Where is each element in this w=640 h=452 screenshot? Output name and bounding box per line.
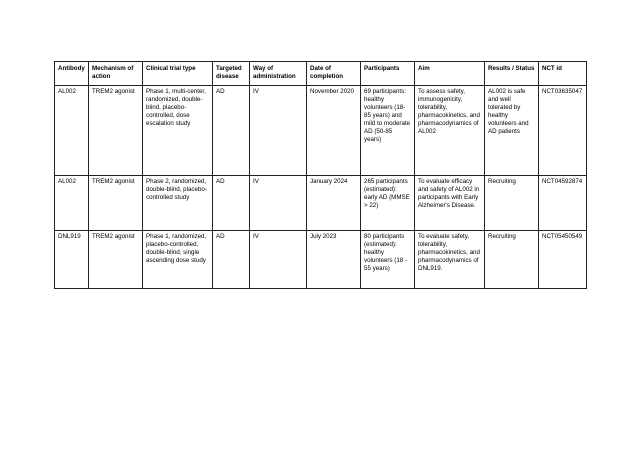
clinical-trials-table	[54, 61, 587, 289]
cell-disease: AD	[213, 86, 250, 176]
cell-trial-type: Phase 1, randomized, placebo-controlled, double-blind, single ascending dose study	[143, 231, 213, 289]
cell-mechanism: TREM2 agonist	[89, 86, 143, 176]
cell-aim: To assess safety, immunogenicity, tolerability, pharmacokinetics, and pharmacodynamics of AL002	[415, 86, 485, 176]
cell-participants: 80 participants (estimated): healthy volunteers (18 - 55 years)	[361, 231, 415, 289]
column-header-nct: NCT id	[539, 62, 587, 86]
cell-participants: 265 participants (estimated): early AD (MMSE > 22)	[361, 176, 415, 231]
column-header-mechanism: Mechanism of action	[89, 62, 143, 86]
cell-completion: January 2024	[307, 176, 361, 231]
cell-status: Recruiting	[485, 176, 539, 231]
cell-antibody: AL002	[55, 86, 89, 176]
cell-nct: NCT03635047	[539, 86, 587, 176]
column-header-trial-type: Clinical trial type	[143, 62, 213, 86]
cell-administration: IV	[250, 86, 307, 176]
cell-aim: To evaluate safety, tolerability, pharmacokinetics, and pharmacodynamics of DNL919.	[415, 231, 485, 289]
column-header-status: Results / Status	[485, 62, 539, 86]
column-header-antibody: Antibody	[55, 62, 89, 86]
cell-disease: AD	[213, 176, 250, 231]
table-row	[55, 86, 587, 176]
cell-participants: 69 participants: healthy volunteers (18-85 years) and mild to moderate AD (50-85 years)	[361, 86, 415, 176]
cell-status: AL002 is safe and well tolerated by healthy volunteers and AD patients	[485, 86, 539, 176]
cell-aim: To evaluate efficacy and safety of AL002 in participants with Early Alzheimer's Disease.	[415, 176, 485, 231]
column-header-participants: Participants	[361, 62, 415, 86]
column-header-aim: Aim	[415, 62, 485, 86]
column-header-administration: Way of administration	[250, 62, 307, 86]
cell-administration: IV	[250, 231, 307, 289]
cell-mechanism: TREM2 agonist	[89, 176, 143, 231]
cell-antibody: AL002	[55, 176, 89, 231]
cell-status: Recruiting	[485, 231, 539, 289]
cell-completion: July 2023	[307, 231, 361, 289]
cell-trial-type: Phase 1, multi-center, randomized, double-blind, placebo-controlled, dose escalation study	[143, 86, 213, 176]
table-row	[55, 176, 587, 231]
cell-nct: NCT05450549	[539, 231, 587, 289]
cell-disease: AD	[213, 231, 250, 289]
cell-trial-type: Phase 2, randomized, double-blind, placebo-controlled study	[143, 176, 213, 231]
table-header-row	[55, 62, 587, 86]
cell-administration: IV	[250, 176, 307, 231]
cell-antibody: DNL919	[55, 231, 89, 289]
column-header-completion: Date of completion	[307, 62, 361, 86]
cell-nct: NCT04592874	[539, 176, 587, 231]
column-header-disease: Targeted disease	[213, 62, 250, 86]
cell-mechanism: TREM2 agonist	[89, 231, 143, 289]
cell-completion: November 2020	[307, 86, 361, 176]
table-row	[55, 231, 587, 289]
